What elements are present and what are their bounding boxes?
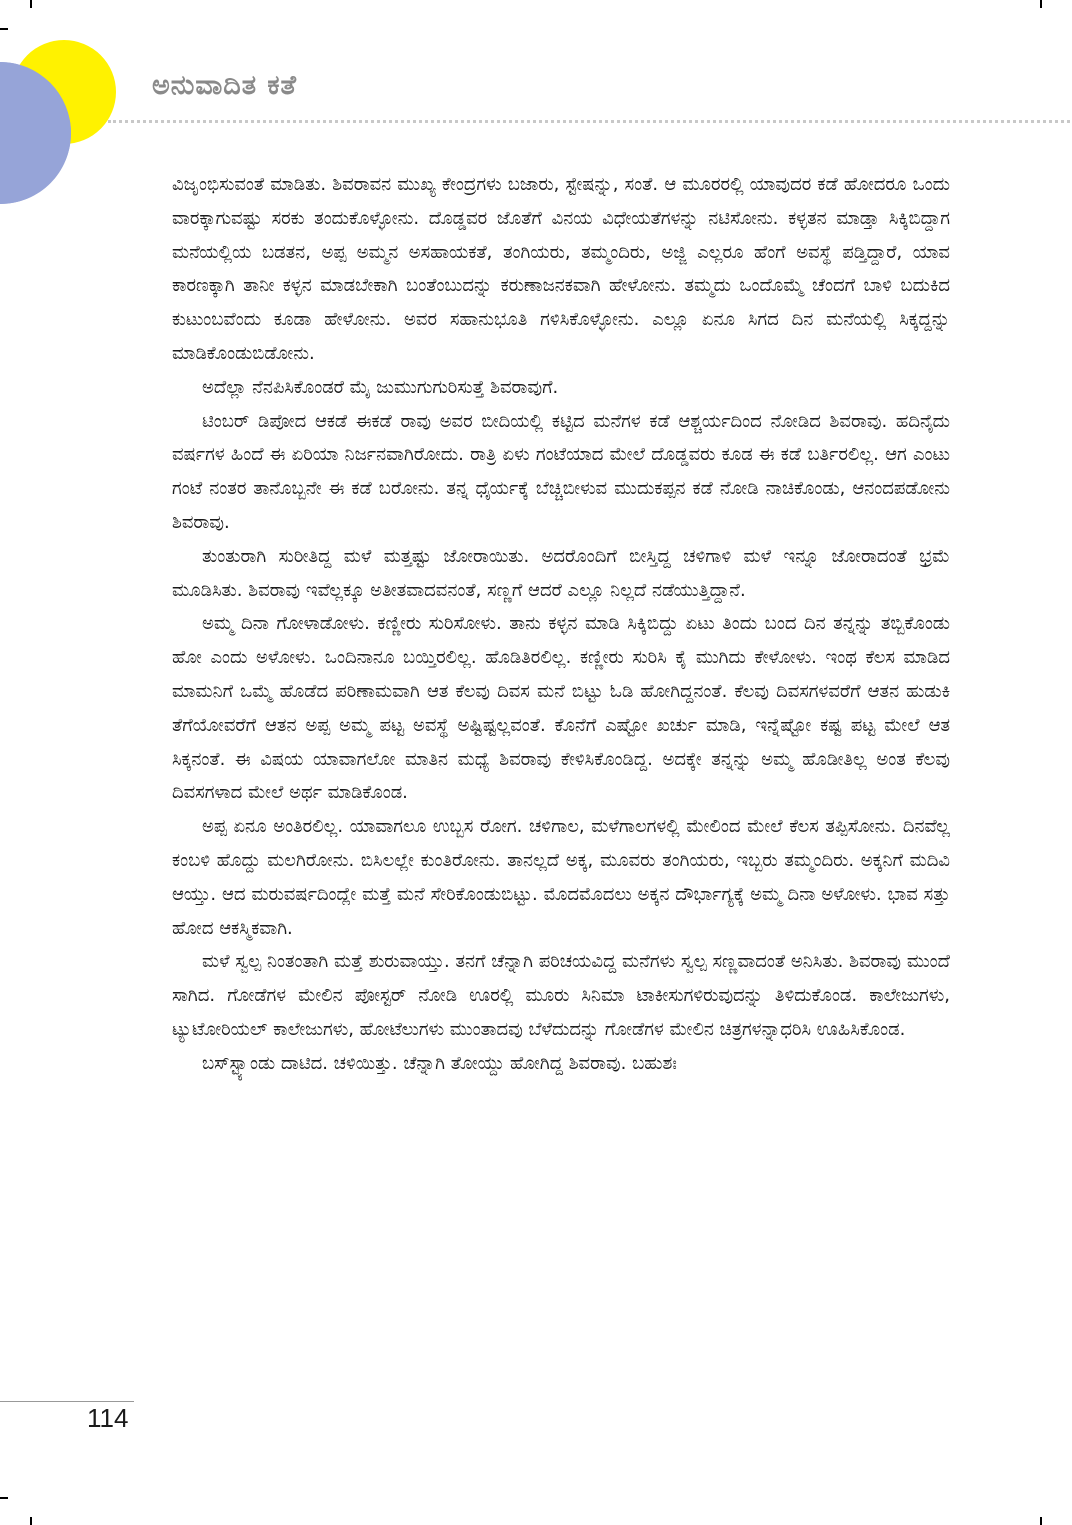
paragraph: ಅಮ್ಮ ದಿನಾ ಗೋಳಾಡೋಳು. ಕಣ್ಣೀರು ಸುರಿಸೋಳು. ತಾನು ಕಳ್ಳನ ಮಾಡಿ ಸಿಕ್ಕಿಬಿದ್ದು ಏಟು ತಿಂದು ಬಂದ ದಿನ ತನ್ನನ್ನು ತಬ್ಬಿಕೊಂಡು ಹೋ ಎಂದು ಅಳೋಳು. ಒಂದಿನಾನೂ ಬಯ್ತಿರಲಿಲ್ಲ. ಹೊಡಿತಿರಲಿಲ್ಲ. ಕಣ್ಣೀರು ಸುರಿಸಿ ಕೈ ಮುಗಿದು ಕೇಳೋಳು. ಇಂಥ ಕೆಲಸ ಮಾಡಿದ ಮಾಮನಿಗೆ ಒಮ್ಮೆ ಹೊಡೆದ ಪರಿಣಾಮವಾಗಿ ಆತ ಕೆಲವು ದಿವಸ ಮನೆ ಬಿಟ್ಟು ಓಡಿ ಹೋಗಿದ್ದನಂತೆ. ಕೆಲವು ದಿವಸಗಳವರೆಗೆ ಆತನ ಹುಡುಕಿ ತೆಗೆಯೋವರೆಗೆ ಆತನ ಅಪ್ಪ ಅಮ್ಮ ಪಟ್ಟ ಅವಸ್ಥೆ ಅಷ್ಟಿಷ್ಟಲ್ಲವಂತೆ. ಕೊನೆಗೆ ಎಷ್ಟೋ ಖರ್ಚು ಮಾಡಿ, ಇನ್ನೆಷ್ಟೋ ಕಷ್ಟ ಪಟ್ಟ ಮೇಲೆ ಆತ ಸಿಕ್ಕನಂತೆ. ಈ ವಿಷಯ ಯಾವಾಗಲೋ ಮಾತಿನ ಮಧ್ಯೆ ಶಿವರಾವು ಕೇಳಿಸಿಕೊಂಡಿದ್ದ. ಅದಕ್ಕೇ ತನ್ನನ್ನು ಅಮ್ಮ ಹೊಡೀತಿಲ್ಲ ಅಂತ ಕೆಲವು ದಿವಸಗಳಾದ ಮೇಲೆ ಅರ್ಥ ಮಾಡಿಕೊಂಡ. [172, 613, 950, 804]
chapter-title: ಅನುವಾದಿತ ಕತೆ [152, 70, 297, 101]
page-number: 114 [87, 1403, 129, 1433]
crop-mark-left-bottom [0, 1497, 8, 1499]
crop-mark-bottom-left [30, 1517, 32, 1525]
paragraph: ಅಪ್ಪ ಏನೂ ಅಂತಿರಲಿಲ್ಲ. ಯಾವಾಗಲೂ ಉಬ್ಬಸ ರೋಗ. ಚಳಿಗಾಲ, ಮಳೆಗಾಲಗಳಲ್ಲಿ ಮೇಲಿಂದ ಮೇಲೆ ಕೆಲಸ ತಪ್ಪಿಸೋನು. ದಿನವೆಲ್ಲ ಕಂಬಳಿ ಹೊದ್ದು ಮಲಗಿರೋನು. ಬಿಸಿಲಲ್ಲೇ ಕುಂತಿರೋನು. ತಾನಲ್ಲದೆ ಅಕ್ಕ, ಮೂವರು ತಂಗಿಯರು, ಇಬ್ಬರು ತಮ್ಮಂದಿರು. ಅಕ್ಕನಿಗೆ ಮದಿವಿ ಆಯ್ತು. ಆದ ಮರುವರ್ಷದಿಂದ್ಲೇ ಮತ್ತೆ ಮನೆ ಸೇರಿಕೊಂಡುಬಿಟ್ಟು. ಮೊದಮೊದಲು ಅಕ್ಕನ ದೌರ್ಭಾಗ್ಯಕ್ಕೆ ಅಮ್ಮ ದಿನಾ ಅಳೋಳು. ಭಾವ ಸತ್ತು ಹೋದ ಆಕಸ್ಮಿಕವಾಗಿ. [172, 816, 950, 939]
paragraph: ವಿಜೃಂಭಿಸುವಂತೆ ಮಾಡಿತು. ಶಿವರಾವನ ಮುಖ್ಯ ಕೇಂದ್ರಗಳು ಬಜಾರು, ಸ್ಟೇಷನ್ನು, ಸಂತೆ. ಆ ಮೂರರಲ್ಲಿ ಯಾವುದರ ಕಡೆ ಹೋದರೂ ಒಂದು ವಾರಕ್ಕಾಗುವಷ್ಟು ಸರಕು ತಂದುಕೊಳ್ಳೋನು. ದೊಡ್ಡವರ ಜೊತೆಗೆ ವಿನಯ ವಿಧೇಯತೆಗಳನ್ನು ನಟಿಸೋನು. ಕಳ್ಳತನ ಮಾಡ್ತಾ ಸಿಕ್ಕಿಬಿದ್ದಾಗ ಮನೆಯಲ್ಲಿಯ ಬಡತನ, ಅಪ್ಪ ಅಮ್ಮನ ಅಸಹಾಯಕತೆ, ತಂಗಿಯರು, ತಮ್ಮಂದಿರು, ಅಜ್ಜಿ ಎಲ್ಲರೂ ಹೆಂಗೆ ಅವಸ್ಥೆ ಪಡ್ತಿದ್ದಾರೆ, ಯಾವ ಕಾರಣಕ್ಕಾಗಿ ತಾನೀ ಕಳ್ಳನ ಮಾಡಬೇಕಾಗಿ ಬಂತೆಂಬುದನ್ನು ಕರುಣಾಜನಕವಾಗಿ ಹೇಳೋನು. ತಮ್ಮದು ಒಂದೊಮ್ಮೆ ಚೆಂದಗೆ ಬಾಳಿ ಬದುಕಿದ ಕುಟುಂಬವೆಂದು ಕೂಡಾ ಹೇಳೋನು. ಅವರ ಸಹಾನುಭೂತಿ ಗಳಿಸಿಕೊಳ್ಳೋನು. ಎಲ್ಲೂ ಏನೂ ಸಿಗದ ದಿನ ಮನೆಯಲ್ಲಿ ಸಿಕ್ಕದ್ದನ್ನು ಮಾಡಿಕೊಂಡುಬಿಡೋನು. [172, 174, 950, 364]
body-text [172, 168, 950, 1081]
footer-rule [0, 1401, 134, 1402]
decorative-circles [0, 0, 160, 220]
paragraph: ಅದೆಲ್ಲಾ ನೆನಪಿಸಿಕೊಂಡರೆ ಮೈ ಜುಮುಗುಗುರಿಸುತ್ತೆ ಶಿವರಾವುಗೆ. [202, 376, 559, 398]
header-dotted-rule [108, 120, 1070, 123]
paragraph: ತುಂತುರಾಗಿ ಸುರೀತಿದ್ದ ಮಳೆ ಮತ್ತಷ್ಟು ಜೋರಾಯಿತು. ಅದರೊಂದಿಗೆ ಬೀಸ್ತಿದ್ದ ಚಳಿಗಾಳಿ ಮಳೆ ಇನ್ನೂ ಜೋರಾದಂತೆ ಭ್ರಮೆ ಮೂಡಿಸಿತು. ಶಿವರಾವು ಇವೆಲ್ಲಕ್ಕೂ ಅತೀತವಾದವನಂತೆ, ಸಣ್ಣಗೆ ಆದರೆ ಎಲ್ಲೂ ನಿಲ್ಲದೆ ನಡೆಯುತ್ತಿದ್ದಾನೆ. [172, 545, 950, 601]
paragraph: ಬಸ್‌ಸ್ಟ್ಯಾಂಡು ದಾಟಿದ. ಚಳಿಯಿತ್ತು. ಚೆನ್ನಾಗಿ ತೋಯ್ದು ಹೋಗಿದ್ದ ಶಿವರಾವು. ಬಹುಶಃ [202, 1052, 677, 1074]
crop-mark-bottom-right [1040, 1517, 1042, 1525]
crop-mark-top-right [1040, 0, 1042, 8]
paragraph: ಟಿಂಬರ್ ಡಿಪೋದ ಆಕಡೆ ಈಕಡೆ ರಾವು ಅವರ ಬೀದಿಯಲ್ಲಿ ಕಟ್ಟಿದ ಮನೆಗಳ ಕಡೆ ಆಶ್ಚರ್ಯದಿಂದ ನೋಡಿದ ಶಿವರಾವು. ಹದಿನೈದು ವರ್ಷಗಳ ಹಿಂದೆ ಈ ಏರಿಯಾ ನಿರ್ಜನವಾಗಿರೋದು. ರಾತ್ರಿ ಏಳು ಗಂಟೆಯಾದ ಮೇಲೆ ದೊಡ್ಡವರು ಕೂಡ ಈ ಕಡೆ ಬರ್ತಿರಲಿಲ್ಲ. ಆಗ ಎಂಟು ಗಂಟೆ ನಂತರ ತಾನೊಬ್ಬನೇ ಈ ಕಡೆ ಬರೋನು. ತನ್ನ ಧೈರ್ಯಕ್ಕೆ ಬೆಚ್ಚಿಬೀಳುವ ಮುದುಕಪ್ಪನ ಕಡೆ ನೋಡಿ ನಾಚಿಕೊಂಡು, ಆನಂದಪಡೋನು ಶಿವರಾವು. [172, 410, 950, 533]
paragraph: ಮಳೆ ಸ್ವಲ್ಪ ನಿಂತಂತಾಗಿ ಮತ್ತೆ ಶುರುವಾಯ್ತು. ತನಗೆ ಚೆನ್ನಾಗಿ ಪರಿಚಯವಿದ್ದ ಮನೆಗಳು ಸ್ವಲ್ಪ ಸಣ್ಣವಾದಂತೆ ಅನಿಸಿತು. ಶಿವರಾವು ಮುಂದೆ ಸಾಗಿದ. ಗೋಡೆಗಳ ಮೇಲಿನ ಪೋಸ್ಟರ್ ನೋಡಿ ಊರಲ್ಲಿ ಮೂರು ಸಿನಿಮಾ ಟಾಕೀಸುಗಳಿರುವುದನ್ನು ತಿಳಿದುಕೊಂಡ. ಕಾಲೇಜುಗಳು, ಟ್ಯುಟೋರಿಯಲ್ ಕಾಲೇಜುಗಳು, ಹೋಟೆಲುಗಳು ಮುಂತಾದವು ಬೆಳೆದುದನ್ನು ಗೋಡೆಗಳ ಮೇಲಿನ ಚಿತ್ರಗಳನ್ನಾಧರಿಸಿ ಊಹಿಸಿಕೊಂಡ. [172, 951, 950, 1040]
